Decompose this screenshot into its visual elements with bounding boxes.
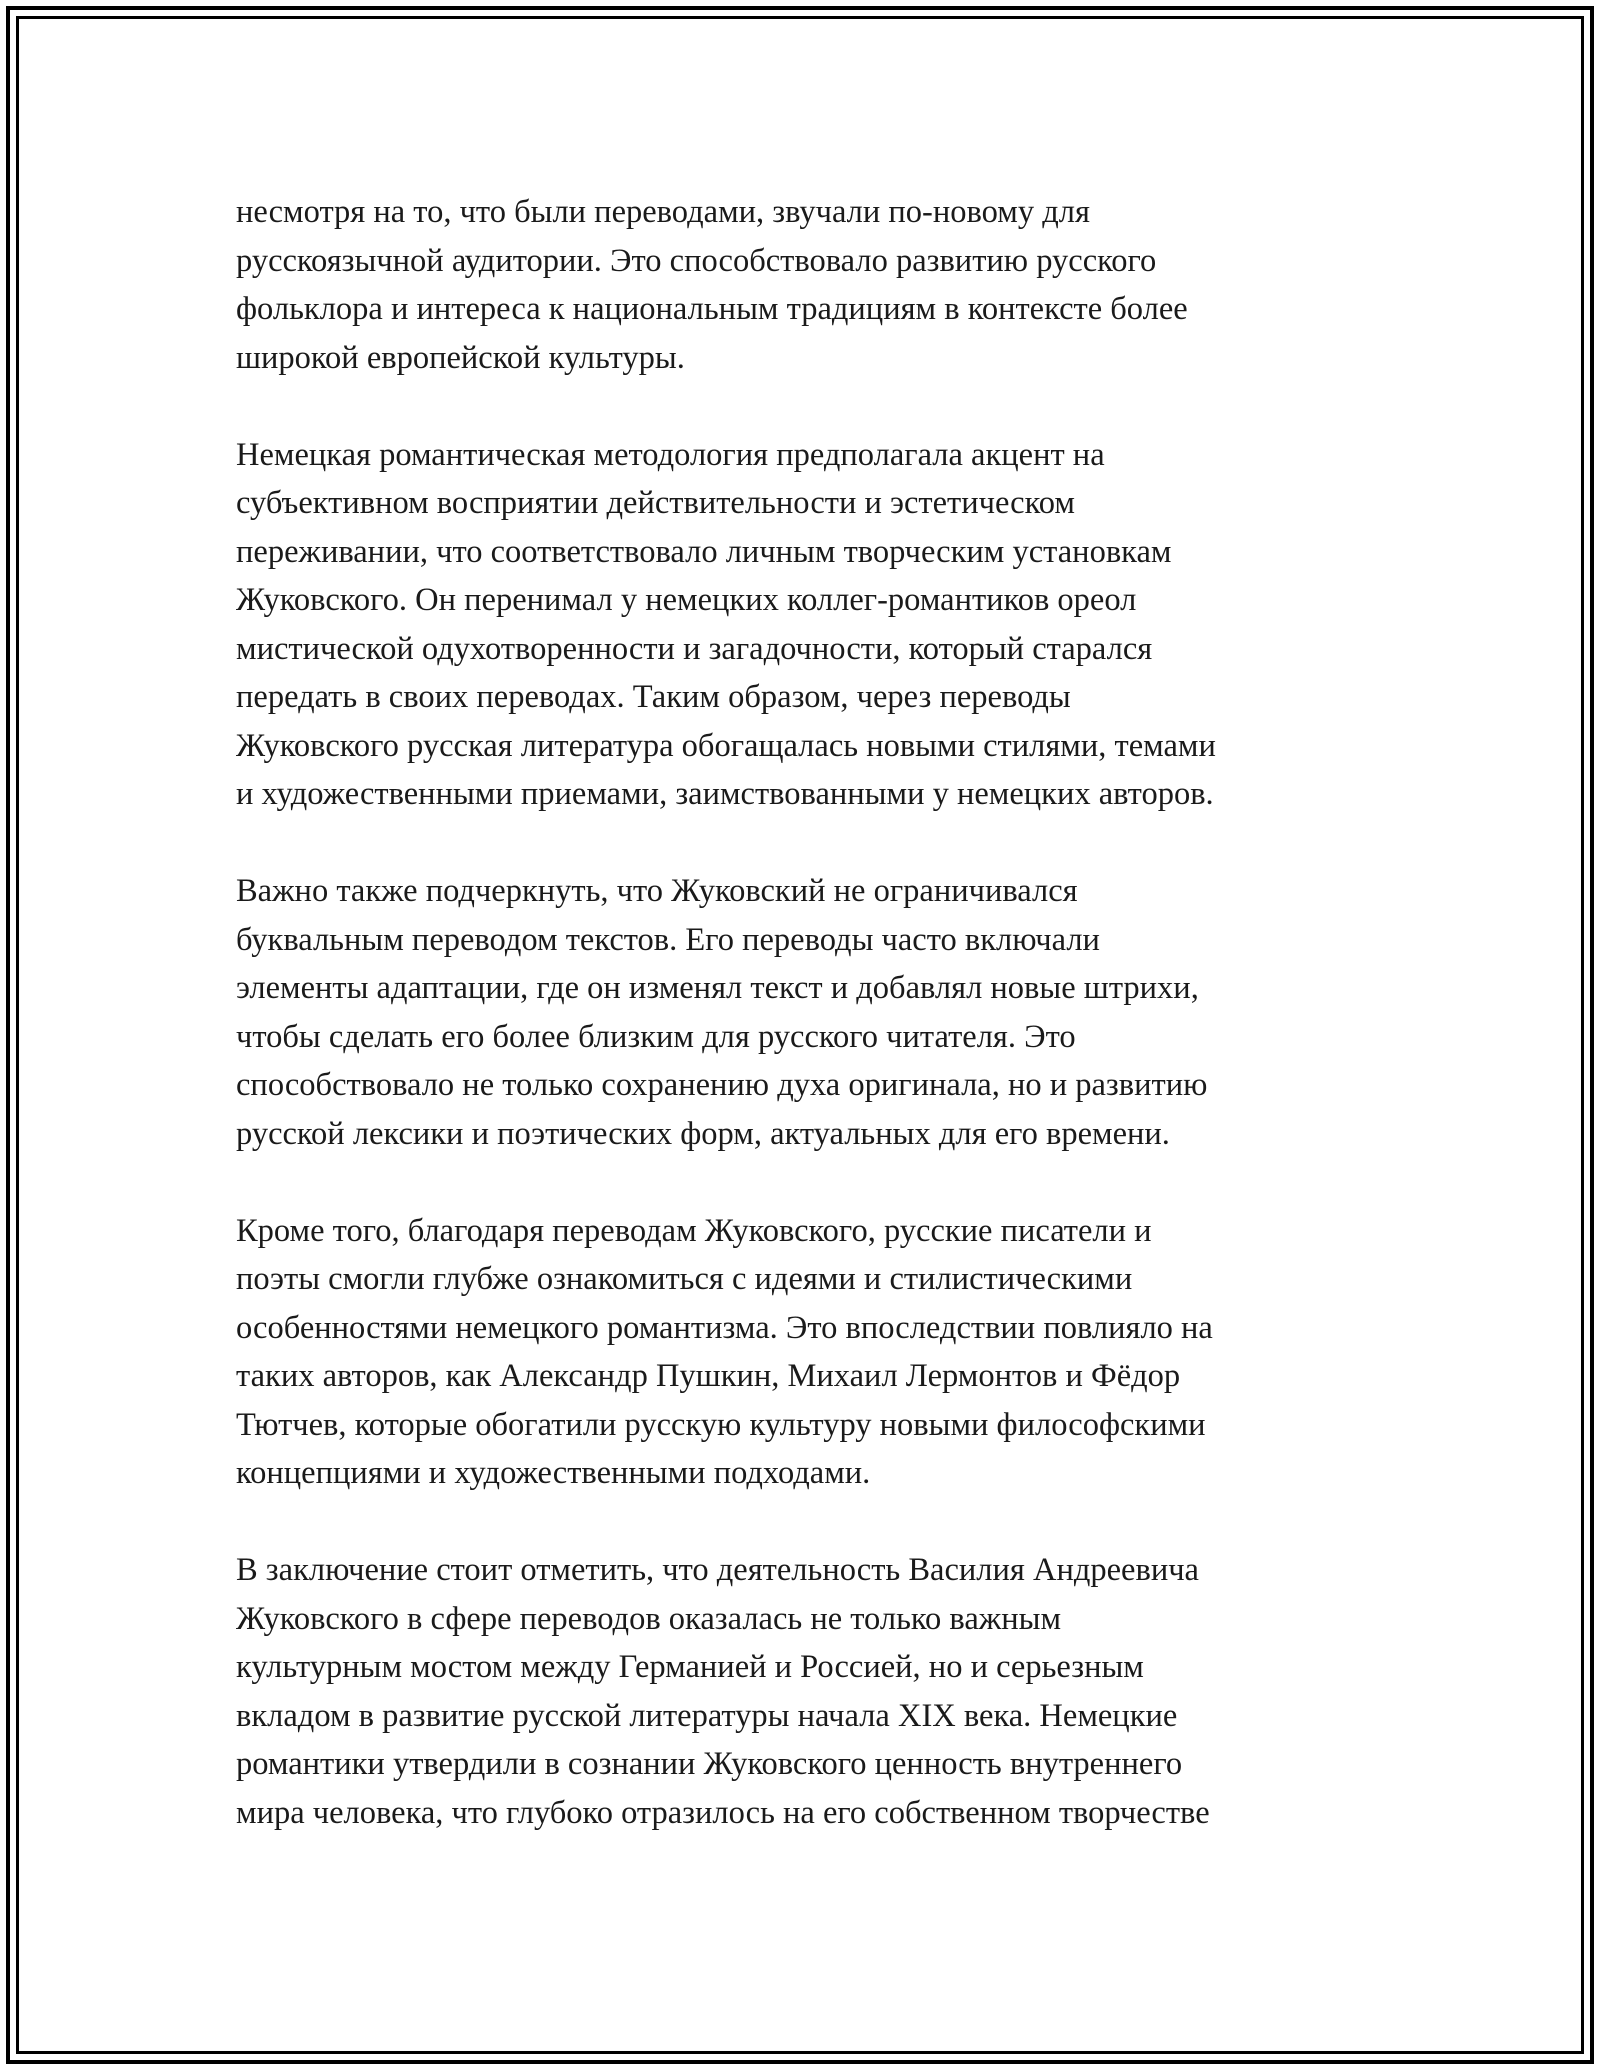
- text-line: и художественными приемами, заимствованными у немецких авторов.: [236, 776, 1214, 812]
- text-line: широкой европейской культуры.: [236, 339, 685, 376]
- text-line: поэты смогли глубже ознакомиться с идеями и стилистическими: [236, 1261, 1133, 1297]
- text-line: русской лексики и поэтических форм, актуальных для его времени.: [236, 1115, 1170, 1152]
- text-line: субъективном восприятии действительности и эстетическом: [236, 485, 1075, 521]
- paragraph-5: [236, 1546, 1366, 1837]
- text-line: буквальным переводом текстов. Его переводы часто включали: [236, 921, 1100, 958]
- text-line: мира человека, что глубоко отразилось на его собственном творчестве: [236, 1794, 1210, 1831]
- text-line: В заключение стоит отметить, что деятельность Василия Андреевича: [236, 1552, 1199, 1588]
- text-line: способствовало не только сохранению духа оригинала, но и развитию: [236, 1067, 1208, 1103]
- text-line: элементы адаптации, где он изменял текст и добавлял новые штрихи,: [236, 970, 1199, 1006]
- paragraph-1: [236, 188, 1366, 382]
- paragraph-4: [236, 1207, 1366, 1498]
- text-line: передать в своих переводах. Таким образом, через переводы: [236, 679, 1071, 715]
- text-line: русскоязычной аудитории. Это способствовало развитию русского: [236, 242, 1157, 279]
- text-line: несмотря на то, что были переводами, звучали по-новому для: [236, 194, 1090, 230]
- text-line: Жуковского. Он перенимал у немецких коллег-романтиков ореол: [236, 582, 1137, 618]
- text-line: культурным мостом между Германией и Россией, но и серьезным: [236, 1649, 1144, 1685]
- text-line: концепциями и художественными подходами.: [236, 1455, 871, 1491]
- text-line: Немецкая романтическая методология предполагала акцент на: [236, 436, 1105, 473]
- text-line: Кроме того, благодаря переводам Жуковского, русские писатели и: [236, 1212, 1152, 1249]
- text-line: таких авторов, как Александр Пушкин, Михаил Лермонтов и Фёдор: [236, 1358, 1181, 1394]
- text-line: мистической одухотворенности и загадочности, который старался: [236, 630, 1153, 667]
- text-line: романтики утвердили в сознании Жуковского ценность внутреннего: [236, 1746, 1183, 1782]
- text-line: Жуковского русская литература обогащалась новыми стилями, темами: [236, 727, 1216, 764]
- text-line: фольклора и интереса к национальным традициям в контексте более: [236, 291, 1188, 327]
- text-line: Жуковского в сфере переводов оказалась не только важным: [236, 1600, 1062, 1637]
- text-line: переживании, что соответствовало личным творческим установкам: [236, 533, 1172, 570]
- text-line: Важно также подчеркнуть, что Жуковский не ограничивался: [236, 873, 1078, 909]
- text-line: вкладом в развитие русской литературы начала XIX века. Немецкие: [236, 1697, 1178, 1734]
- text-line: чтобы сделать его более близким для русского читателя. Это: [236, 1018, 1076, 1055]
- document-body: [236, 188, 1366, 1886]
- paragraph-3: [236, 867, 1366, 1158]
- paragraph-2: [236, 431, 1366, 819]
- text-line: особенностями немецкого романтизма. Это впоследствии повлияло на: [236, 1309, 1213, 1346]
- text-line: Тютчев, которые обогатили русскую культуру новыми философскими: [236, 1406, 1206, 1443]
